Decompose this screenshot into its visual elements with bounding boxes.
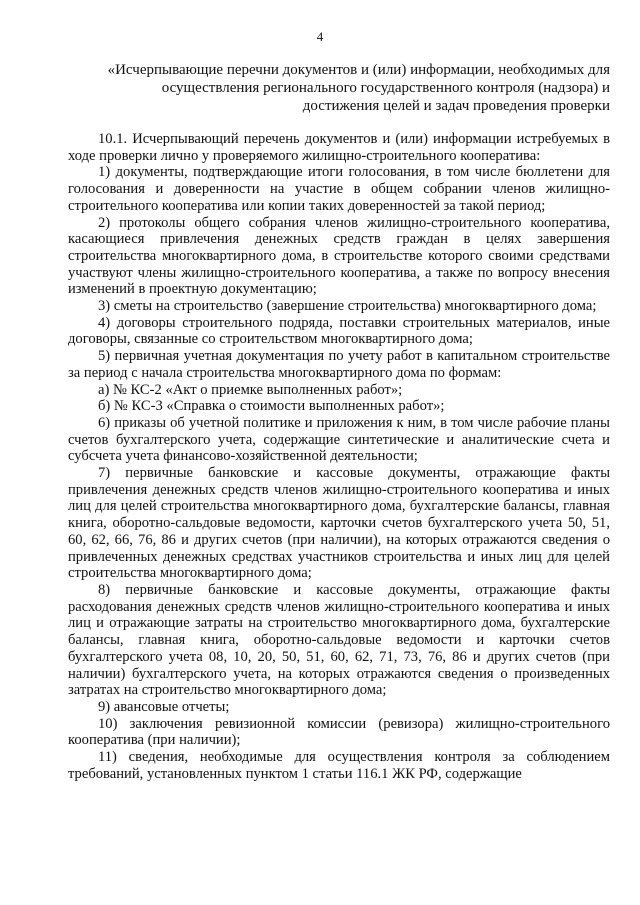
list-item-1: 1) документы, подтверждающие итоги голосования, в том числе бюллетени для голосования и доверенности на участие в общем собрании членов жилищно-строительного кооператива или копии таких доверенностей за такой период;	[68, 164, 610, 214]
list-item-6: 6) приказы об учетной политике и приложения к ним, в том числе рабочие планы счетов бухгалтерского учета, содержащие синтетические и аналитические счета и субсчета учета финансово-хозяйственной деятельности;	[68, 414, 610, 465]
list-item-11: 11) сведения, необходимые для осуществления контроля за соблюдением требований, установленных пунктом 1 статьи 116.1 ЖК РФ, содержащие	[68, 749, 610, 782]
list-item-5: 5) первичная учетная документация по учету работ в капитальном строительстве за период с начала строительства многоквартирного дома по формам:	[68, 348, 610, 381]
page-number: 4	[316, 29, 324, 44]
list-item-10: 10) заключения ревизионной комиссии (ревизора) жилищно-строительного кооператива (при наличии);	[68, 715, 610, 749]
list-item-5a: а) № КС-2 «Акт о приемке выполненных работ»;	[98, 381, 403, 398]
list-item-4: 4) договоры строительного подряда, поставки строительных материалов, иные договоры, связанные со строительством многоквартирного дома;	[68, 314, 610, 348]
list-item-9: 9) авансовые отчеты;	[98, 698, 230, 715]
list-item-7: 7) первичные банковские и кассовые документы, отражающие факты привлечения денежных средств членов жилищно-строительного кооператива и иных лиц для целей строительства многоквартирного дома, бухгалтерские балансы, главная книга, оборотно-сальдовые ведомости, карточки счетов бухгалтерского учета 50, 51, 60, 62, 66, 76, 86 и других счетов (при наличии), на которых отражаются сведения о привлеченных денежных средствах участников строительства и иных лиц для целей строительства многоквартирного дома;	[68, 465, 610, 582]
list-item-3: 3) сметы на строительство (завершение строительства) многоквартирного дома;	[98, 298, 597, 315]
paragraph-10-1: 10.1. Исчерпывающий перечень документов и (или) информации истребуемых в ходе проверки лично у проверяемого жилищно-строительного кооператива:	[68, 131, 610, 164]
document-body	[68, 131, 610, 782]
list-item-8: 8) первичные банковские и кассовые документы, отражающие факты расходования денежных средств членов жилищно-строительного кооператива и иных лиц и отражающие затраты на строительство многоквартирного дома, бухгалтерские балансы, главная книга, оборотно-сальдовые ведомости и карточки счетов бухгалтерского учета 08, 10, 20, 50, 51, 60, 62, 71, 73, 76, 86 и других счетов (при наличии) бухгалтерского учета, на которых отражаются сведения о произведенных затратах на строительство многоквартирного дома;	[68, 581, 610, 699]
list-item-5b: б) № КС-3 «Справка о стоимости выполненных работ»;	[98, 398, 445, 415]
list-item-2: 2) протоколы общего собрания членов жилищно-строительного кооператива, касающиеся привлечения денежных средств граждан в целях завершения строительства многоквартирного дома, в строительстве которого своими средствами участвуют члены жилищно-строительного кооператива, а также по вопросу внесения изменений в проектную документацию;	[68, 214, 610, 298]
section-heading: «Исчерпывающие перечни документов и (или) информации, необходимых для осуществления регионального государственного контроля (надзора) и достижения целей и задач проведения проверки	[107, 62, 610, 114]
